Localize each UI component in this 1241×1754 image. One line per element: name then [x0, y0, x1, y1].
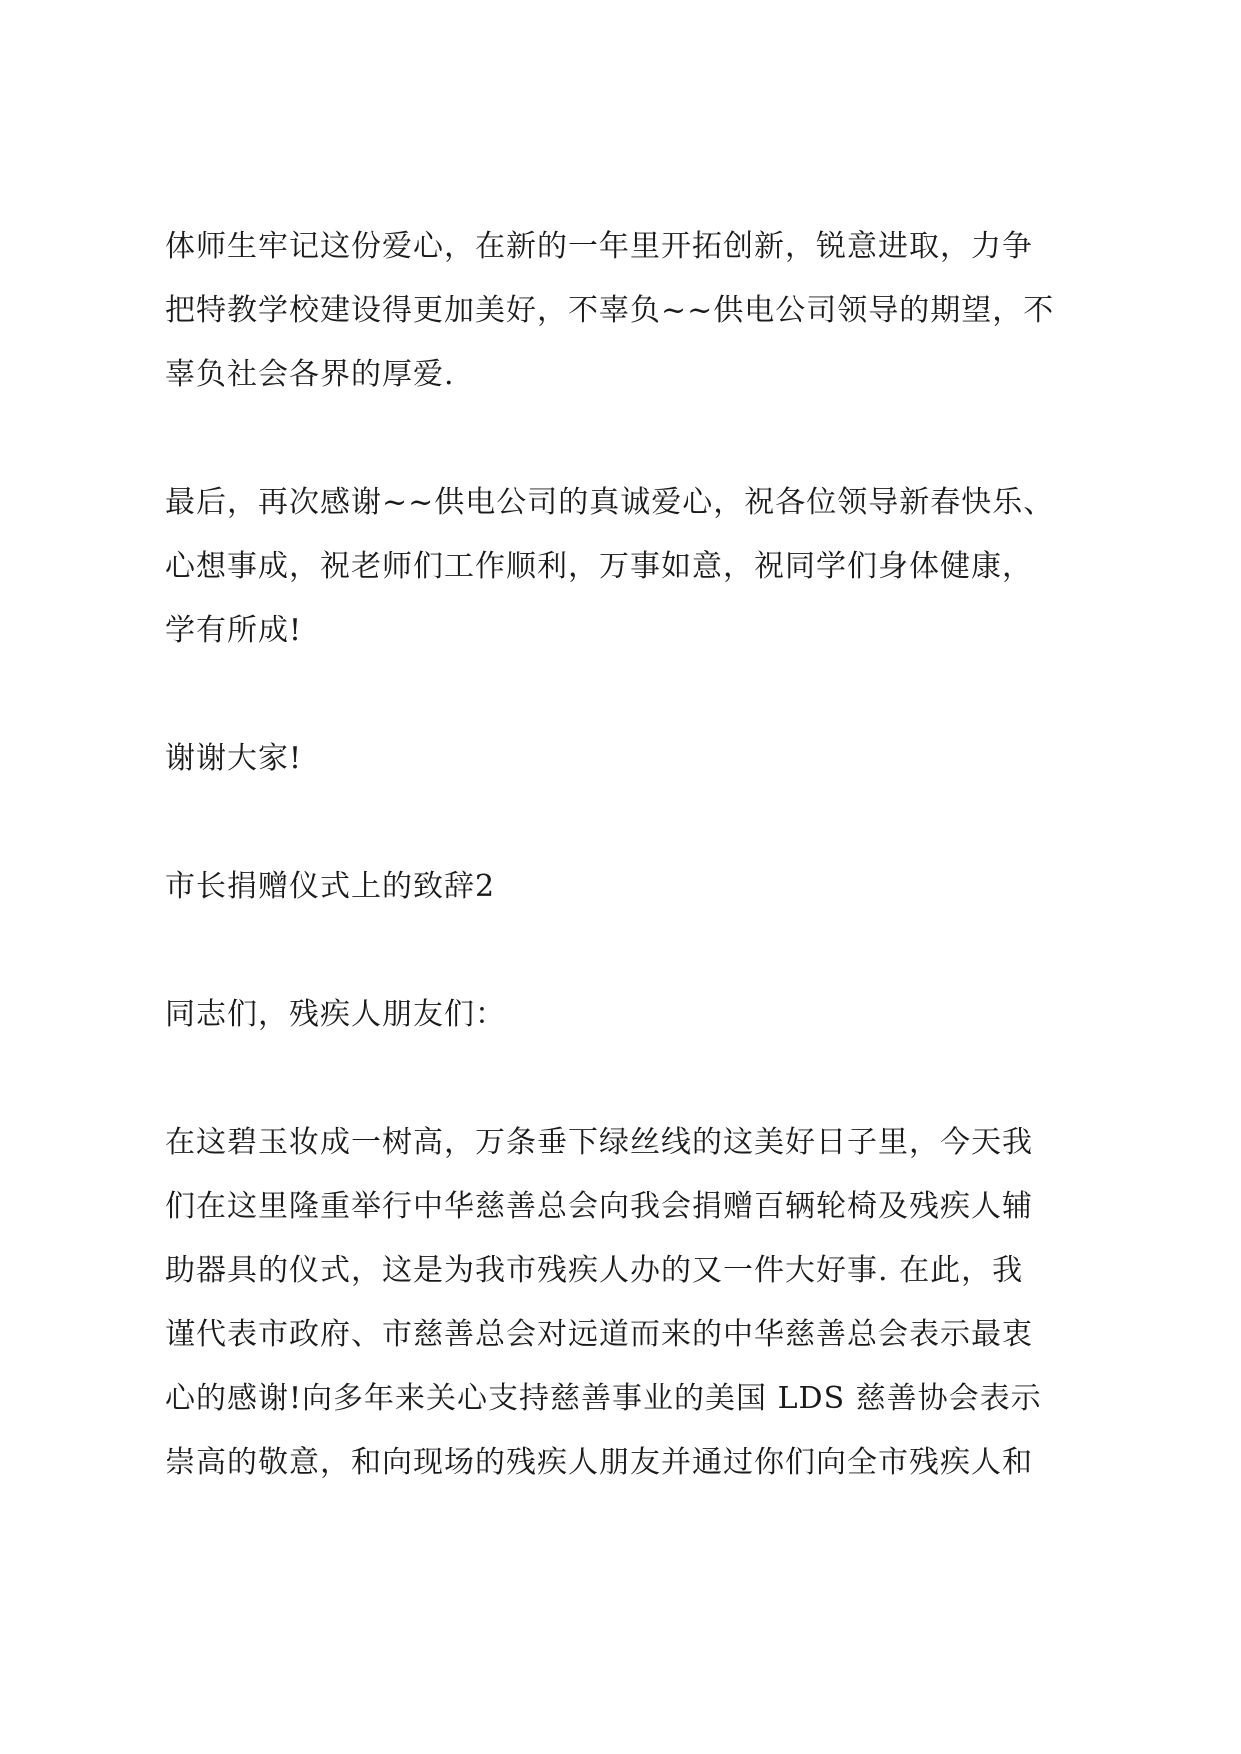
salutation — [165, 983, 1095, 1047]
text-line: 心想事成，祝老师们工作顺利，万事如意，祝同学们身体健康， — [165, 549, 1033, 584]
heading-text: 市长捐赠仪式上的致辞2 — [165, 869, 496, 904]
paragraph-thanks — [165, 727, 1095, 791]
text-line: 在这碧玉妆成一树高，万条垂下绿丝线的这美好日子里，今天我 — [165, 1125, 1033, 1160]
text-line: 学有所成! — [165, 613, 303, 648]
text-line: 心的感谢!向多年来关心支持慈善事业的美国 LDS 慈善协会表示 — [165, 1381, 1042, 1416]
text-line: 谨代表市政府、市慈善总会对远道而来的中华慈善总会表示最衷 — [165, 1317, 1033, 1352]
text-line: 助器具的仪式，这是为我市残疾人办的又一件大好事. 在此，我 — [165, 1253, 1024, 1288]
text-line: 崇高的敬意，和向现场的残疾人朋友并通过你们向全市残疾人和 — [165, 1445, 1033, 1480]
text-line: 们在这里隆重举行中华慈善总会向我会捐赠百辆轮椅及残疾人辅 — [165, 1189, 1033, 1224]
text-line: 体师生牢记这份爱心，在新的一年里开拓创新，锐意进取，力争 — [165, 229, 1033, 264]
salutation-text: 同志们，残疾人朋友们： — [165, 997, 506, 1032]
paragraph-closing-wishes — [165, 471, 1095, 663]
text-line: 把特教学校建设得更加美好，不辜负~~供电公司领导的期望，不 — [165, 293, 1055, 328]
text-line: 最后，再次感谢~~供电公司的真诚爱心，祝各位领导新春快乐、 — [165, 485, 1055, 520]
paragraph-speech-body — [165, 1111, 1095, 1495]
paragraph-pledge — [165, 215, 1095, 407]
section-heading — [165, 855, 1095, 919]
text-line: 谢谢大家! — [165, 741, 303, 776]
document-body — [165, 215, 1095, 1559]
text-line: 辜负社会各界的厚爱. — [165, 357, 455, 392]
